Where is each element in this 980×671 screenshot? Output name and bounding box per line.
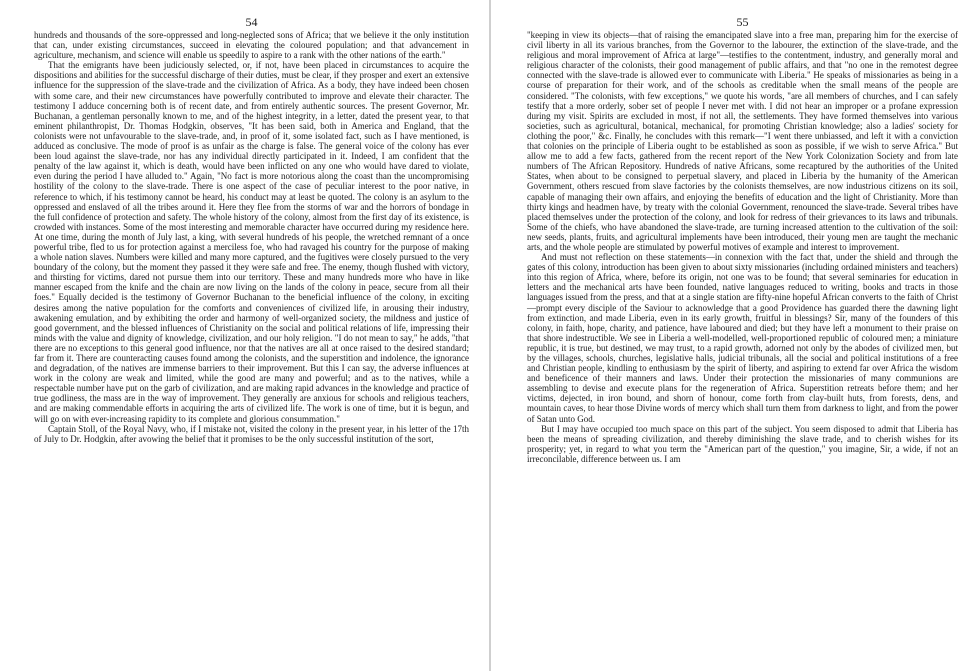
right-page-number: 55: [736, 15, 749, 29]
right-page: [491, 0, 980, 671]
right-page-text: [527, 30, 958, 464]
right-paragraph-3: But I may have occupied too much space on this part of the subject. You seem disposed to admit that Liberia has been the means of spreading civilization, and thereby diminishing the slave trade, and to cherish wishes for its prosperity; yet, in regard to what you term the "American part of the question," you imagine, Sir, a wide, if not an irreconcilable, difference between us. I am: [527, 423, 958, 464]
right-paragraph-2: And must not reflection on these statements—in connexion with the fact that, under the shield and through the gates of this colony, introduction has been given to about sixty missionaries (including ordained ministers and teachers) into this region of Africa, where, before its origin, not one was to be found; that several seminaries for education in letters and the mechanical arts have been founded, native languages reduced to writing, books and tracts in those languages issued from the press, and that at a single station are fifty-nine hopeful African converts to the faith of Christ—prompt every disciple of the Saviour to acknowledge that a good Providence has guarded there the dawning light from extinction, and made Liberia, even in its early growth, fruitful in blessings? Sir, many of the founders of this colony, in faith, hope, charity, and patience, have laboured and died; but they have left a monument to their praise on that shore indestructible. We see in Liberia a well-modelled, well-proportioned republic of coloured men; a miniature republic, it is true, but destined, we may trust, to a rapid growth, adorned not only by the abodes of civilized men, but by the villages, schools, churches, legislative halls, judicial tribunals, all the social and political institutions of a free and Christian people, kindling to enthusiasm by the spirit of liberty, and aspiring to extend far over Africa the wisdom and beneficence of their manners and laws. Under their protection the missionaries of many communions are assembling to devise and execute plans for the regeneration of Africa. Superstition retreats before them; and her victims, dejected, in iron bound, and shorn of honour, come forth from clay-built huts, from forests, dens, and mountain caves, to hear those Divine words of mercy which shall turn them from darkness to light, and from the power of Satan unto God.: [527, 252, 958, 424]
left-page-number: 54: [245, 15, 258, 29]
left-paragraph-1: hundreds and thousands of the sore-oppressed and long-neglected sons of Africa; that we believe it the only institution that can, under existing circumstances, succeed in elevating the coloured population; and that advancement in agriculture, mechanism, and science will enable us speedily to aspire to a rank with the other nations of the earth.": [34, 30, 469, 61]
left-paragraph-3: Captain Stoll, of the Royal Navy, who, if I mistake not, visited the colony in the present year, in his letter of the 17th of July to Dr. Hodgkin, after avowing the belief that it promises to be the only successful institution of the sort,: [34, 423, 469, 444]
left-page-text: [34, 30, 469, 444]
left-paragraph-2: That the emigrants have been judiciously selected, or, if not, have been placed in circumstances to acquire the dispositions and abilities for the successful discharge of their duties, must be clear, if they prosper and exert an extensive influence for the suppression of the slave-trade and the civilization of Africa. As a body, they have indeed been chosen with some care, and their new circumstances have powerfully contributed to improve and elevate their character. The testimony I adduce concerning both is of recent date, and from entirely authentic sources. The present Governor, Mr. Buchanan, a gentleman personally known to me, and of the highest integrity, in a letter, dated the present year, to that eminent philanthropist, Dr. Thomas Hodgkin, observes, "It has been said, both in America and England, that the colonists were not unfavourable to the slave-trade, and, in proof of it, some isolated fact, such as I have mentioned, is adduced as conclusive. The mode of proof is as unfair as the charge is false. The general voice of the colony has ever been loud against the slave-trade, nor has any individual directly participated in it. Indeed, I am confident that the penalty of the law against it, which is death, would have been inflicted on any one who would have dared to violate, even during the period I have alluded to." Again, "No fact is more notorious along the coast than the uncompromising hostility of the colony to the slave-trade. There is one aspect of the case of peculiar interest to the poor native, in reference to which, if his testimony cannot be heard, his conduct may at least be quoted. The colony is an asylum to the oppressed and enslaved of all the tribes around it. Here they flee from the storms of war and the horrors of bondage in the full confidence of protection and safety. The whole history of the colony, almost from the first day of its existence, is crowded with instances. Some of the most interesting and memorable character have occurred during my residence here. At one time, during the month of July last, a king, with several hundreds of his people, the wretched remnant of a once powerful tribe, fled to us for protection against a merciless foe, who had ravaged his country for the purpose of making a whole nation slaves. Numbers were killed and many more captured, and the fugitives were closely pursued to the very boundary of the colony, but the moment they passed it they were safe and free. The enemy, though flushed with victory, and thirsting for victims, dared not pursue them into our territory. These and many hundreds more who have in like manner escaped from the knife and the chain are now living on the lands of the colony in peace, secure from all their foes." Equally decided is the testimony of Governor Buchanan to the beneficial influence of the colony, in exciting desires among the native population for the comforts and conveniences of civilized life, in arousing their industry, awakening emulation, and by exhibiting the order and harmony of well-organized society, the mildness and justice of good government, and the blessed influences of Christianity on the social and political relations of life, impressing their minds with the value and dignity of knowledge, civilization, and our holy religion. "I do not mean to say," he adds, "that there are no exceptions to this general good influence, nor that the natives are all at once raised to the desired standard; far from it. There are counteracting causes found among the colonists, and the superstition and indolence, the ignorance and degradation, of the natives are immense barriers to their improvement. But this I can say, the adverse influences at work in the colony are weak and limited, while the good are many and powerful; and as to the natives, while a respectable number have put on the garb of civilization, and are making rapid advances in the knowledge and practice of true godliness, the mass are in the way of improvement. They generally are anxious for schools and religious teachers, and are making commendable efforts in acquiring the arts of civilized life. The work is one of time, but it is begun, and will go on with ever-increasing rapidity to its complete and glorious consummation.": [34, 60, 469, 424]
right-paragraph-1: "keeping in view its objects—that of raising the emancipated slave into a free man, preparing him for the exercise of civil liberty in all its various branches, from the Governor to the labourer, the extinction of the slave-trade, and the religious and moral improvement of Africa at large"—testifies to the contentment, industry, and generally moral and religious character of the colonists, their good management of public affairs, and that "no one in the remotest degree connected with the slave-trade is allowed ever to communicate with Liberia." He speaks of missionaries as being in a course of preparation for their work, and of the schools as creditable when the small means of the people are considered. "The colonists, with few exceptions," we quote his words, "are all members of churches, and I can safely testify that a more orderly, sober set of people I never met with. I did not hear an improper or a profane expression during my visit. Spirits are excluded in most, if not all, the settlements. They have formed themselves into various societies, such as agricultural, botanical, mechanical, for promoting Christian knowledge; also a ladies' society for clothing the poor," &c. Finally, he concludes with this remark—"I went there unbiassed, and left it with a conviction that colonies on the principle of Liberia ought to be established as soon as possible, if we wish to serve Africa." But allow me to add a few facts, gathered from the recent report of the New York Colonization Society and from late numbers of The African Repository. Hundreds of native Africans, some recaptured by the authorities of the United States, when about to be consigned to perpetual slavery, and placed in Liberia by the humanity of the American Government, others rescued from slave factories by the colonists themselves, are now industrious citizens on its soil, capable of managing their own affairs, and enjoying the benefits of education and the light of Christianity. More than thirty kings and headmen have, by treaty with the colonial Government, renounced the slave-trade. Several tribes have placed themselves under the protection of the colony, and look for redress of their grievances to its laws and tribunals. Some of the chiefs, who have abandoned the slave-trade, are turning increased attention to the cultivation of the soil: new seeds, plants, fruits, and agricultural implements have been introduced, their young men are taught the mechanic arts, and the whole people are stimulated by powerful motives of example and interest to improvement.: [527, 30, 958, 252]
left-page: [0, 0, 489, 671]
